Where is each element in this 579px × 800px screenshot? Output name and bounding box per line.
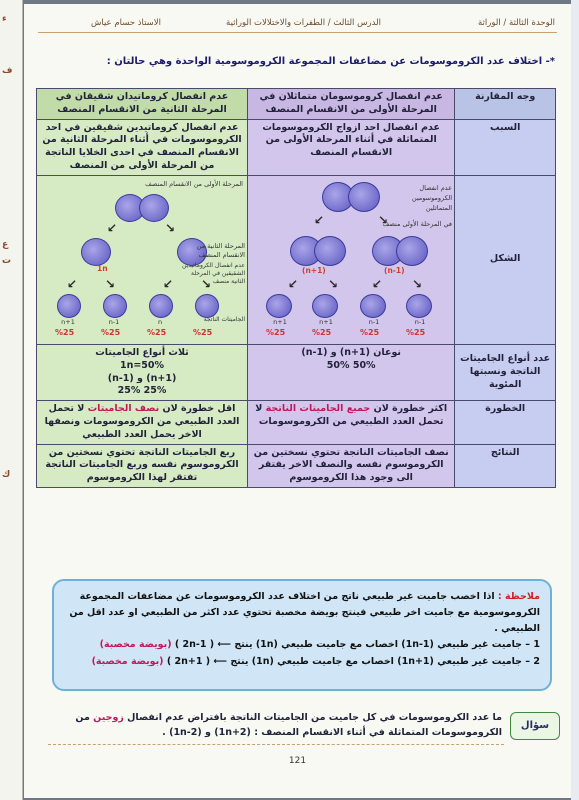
question-block xyxy=(48,706,560,750)
question-text-part: من الكروموسومات المتماثلة في أثناء الانقسام المنصف : xyxy=(75,712,502,739)
diagram-meiosis-2 xyxy=(37,176,247,344)
chromosomes-label: الكروموسومين xyxy=(411,193,453,202)
nondisjunction-label: عدم انفصال الكروماتيدين الشقيقين في المرحلة الثانية منصف xyxy=(182,261,245,286)
note-line-text: 1 – جاميت غير طبيعي (1n-1) اخصاب مع جاميت طبيعي (1n) ينتج ⟵ ( 2n-1 ) xyxy=(174,639,540,651)
arrow-icon: ↙ xyxy=(288,276,299,291)
gamete-percent: %25 xyxy=(406,327,426,337)
gamete-cell xyxy=(406,294,432,318)
book-page xyxy=(24,4,571,798)
adjacent-page-strip xyxy=(0,0,23,800)
danger-meiosis-1 xyxy=(248,401,455,444)
question-label: سؤال xyxy=(510,712,560,740)
gametes-types-text: نوعان (n+1) و (n-1) xyxy=(301,346,401,358)
gamete-label: n xyxy=(157,317,163,326)
gametes-percent-text: 50% 50% xyxy=(326,359,376,371)
parent-cell xyxy=(139,194,169,222)
danger-highlight: نصف الجاميتات xyxy=(87,403,160,415)
gametes-percent-text: 25% 25% xyxy=(117,385,167,397)
note-line xyxy=(64,637,540,653)
n-label: 1n xyxy=(97,263,108,273)
gametes-percent-text: 1n=50% xyxy=(119,359,165,371)
shape-meiosis-1 xyxy=(248,175,455,344)
parent-cell xyxy=(348,182,380,212)
row-label-shape: الشكل xyxy=(455,175,556,344)
diagram-meiosis-1 xyxy=(248,176,454,344)
note-box xyxy=(52,579,552,691)
gamete-cell xyxy=(312,294,338,318)
first-stage-label: في المرحلة الأولى منصف xyxy=(382,219,453,228)
row-label-cause: السبب xyxy=(455,119,556,175)
gamete-cell xyxy=(360,294,386,318)
gamete-percent: %25 xyxy=(147,327,167,337)
gamete-cell xyxy=(195,294,219,318)
table-header-meiosis-1: عدم انفصال كروموسومان متماثلان في المرحلة الأولى من الانقسام المنصف xyxy=(248,89,455,120)
arrow-icon: ↙ xyxy=(67,276,78,291)
gamete-cell xyxy=(266,294,292,318)
row-label-gametes: عدد أنواع الجاميتات الناتجة ونسبتها المئوية xyxy=(455,344,556,400)
table-header-aspect: وجه المقارنة xyxy=(455,89,556,120)
note-line-tag: (بويضة مخصبة) xyxy=(99,639,172,651)
gamete-label: n+1 xyxy=(61,317,75,326)
table-row xyxy=(37,175,556,344)
side-letter: ت xyxy=(2,256,12,266)
page-number: 121 xyxy=(288,756,307,766)
arrow-icon: ↘ xyxy=(201,276,212,291)
gamete-cell xyxy=(103,294,127,318)
gamete-label: n-1 xyxy=(108,317,120,326)
lesson-title: الدرس الثالث / الطفرات والاختلالات الوراثية xyxy=(226,18,381,28)
table-header-meiosis-2: عدم انفصال كروماتيدان شقيقان في المرحلة الثانية من الانقسام المنصف xyxy=(37,89,248,120)
question-highlight: زوجين xyxy=(93,712,124,723)
danger-text: اكثر خطورة لان xyxy=(370,403,448,415)
danger-text: لا تحمل العدد الطبيعي من الكروموسومات xyxy=(255,403,444,427)
arrow-icon: ↙ xyxy=(314,212,325,227)
arrow-icon: ↘ xyxy=(328,276,339,291)
danger-highlight: جميع الجاميتات الناتجة xyxy=(265,403,371,415)
gamete-percent: %25 xyxy=(193,327,213,337)
gamete-percent: %25 xyxy=(101,327,121,337)
n-minus-label: (n-1) xyxy=(384,265,405,275)
cause-meiosis-2: عدم انفصال كروماتيدين شقيقين في احد الكروموسومات في أثناء المرحلة الثانية من الانقسام المنصف في احدى الخلايا الناتجة من المرحلة الأولى من المنصف xyxy=(37,119,248,175)
results-meiosis-1: نصف الجاميتات الناتجة تحتوي نسختين من الكروموسوم نفسه والنصف الاخر يفتقر الى وجود هذا الكروموسوم xyxy=(248,444,455,487)
arrow-icon: ↘ xyxy=(105,276,116,291)
page-header xyxy=(24,14,571,32)
comparison-table xyxy=(36,88,556,488)
daughter-cell xyxy=(396,236,428,266)
arrow-icon: ↘ xyxy=(412,276,423,291)
danger-text: اقل خطورة لان xyxy=(159,403,236,415)
answer-line xyxy=(48,744,504,745)
header-divider xyxy=(38,32,557,33)
row-label-results: النتائج xyxy=(455,444,556,487)
results-meiosis-2: ربع الجاميتات الناتجة تحتوي نسختين من الكروموسوم نفسه وربع الجاميتات الناتجة تفتقر لهذا الكروموسوم xyxy=(37,444,248,487)
arrow-icon: ↙ xyxy=(163,276,174,291)
table-row xyxy=(37,344,556,400)
gamete-percent: %25 xyxy=(266,327,286,337)
table-row xyxy=(37,119,556,175)
shape-meiosis-2 xyxy=(37,175,248,344)
homologous-label: المتماثلين xyxy=(425,203,453,212)
arrow-icon: ↙ xyxy=(372,276,383,291)
gametes-types-text: ثلاث أنواع الجاميتات xyxy=(95,346,189,358)
note-line xyxy=(64,654,540,670)
section-title: *- اختلاف عدد الكروموسومات عن مضاعفات المجموعة الكروموسومية الواحدة وهي حالتان : xyxy=(106,56,555,67)
note-line-text: 2 – جاميت غير طبيعي (1n+1) اخصاب مع جاميت طبيعي (1n) ينتج ⟵ ( 2n+1 ) xyxy=(166,655,540,667)
second-division-label: المرحلة الثانية من الانقسام المنصف xyxy=(196,241,245,259)
page-edge xyxy=(571,0,579,800)
gamete-label: n-1 xyxy=(368,317,380,326)
side-letter: ف xyxy=(2,66,13,76)
question-options: (1n+2) و (1n-2) . xyxy=(162,727,251,739)
arrow-icon: ↘ xyxy=(378,212,389,227)
teacher-name: الاستاذ حسام عياش xyxy=(91,18,161,28)
danger-meiosis-2 xyxy=(37,401,248,444)
gamete-percent: %25 xyxy=(360,327,380,337)
table-row xyxy=(37,401,556,444)
gametes-label: الجاميتات الناتجة xyxy=(203,315,245,323)
cause-meiosis-1: عدم انفصال احد ازواج الكروموسومات المتماثلة في أثناء المرحلة الأولى من الانقسام المنصف xyxy=(248,119,455,175)
gametes-meiosis-1 xyxy=(248,344,455,400)
gamete-label: n-1 xyxy=(414,317,426,326)
n-plus-label: (n+1) xyxy=(302,265,326,275)
gamete-label: n+1 xyxy=(273,317,287,326)
gamete-percent: %25 xyxy=(55,327,75,337)
note-line-tag: (بويضة مخصبة) xyxy=(91,655,164,667)
daughter-cell xyxy=(314,236,346,266)
gametes-types-text: (n+1) و (n-1) xyxy=(107,372,177,384)
danger-text: لا تحمل العدد الطبيعي من الكروموسومات ونصفها الاخر يحمل العدد الطبيعي xyxy=(44,403,240,440)
gamete-cell xyxy=(57,294,81,318)
unit-title: الوحدة الثالثة / الوراثة xyxy=(477,18,555,28)
row-label-danger: الخطورة xyxy=(455,401,556,444)
gametes-meiosis-2 xyxy=(37,344,248,400)
gamete-percent: %25 xyxy=(312,327,332,337)
daughter-cell xyxy=(81,238,111,266)
question-text-part: ما عدد الكروموسومات في كل جاميت من الجاميتات الناتجة بافتراض عدم انفصال xyxy=(123,712,502,723)
gamete-cell xyxy=(149,294,173,318)
arrow-icon: ↙ xyxy=(107,220,118,235)
question-text xyxy=(62,710,502,740)
side-letter: ع xyxy=(2,240,9,250)
first-division-label: المرحلة الأولى من الانقسام المنصف xyxy=(145,179,243,188)
side-letter: ك xyxy=(2,470,11,480)
nondisjunction-label: عدم انفصال xyxy=(419,183,453,192)
note-text: اذا اخصب جاميت غير طبيعي ناتج من اختلاف عدد الكروموسومات عن مضاعفات المجموعة الكروموسومية مع جاميت اخر طبيعي فينتج بويضة مخصبة تحتوي عدد اكثر من الطبيعي او عدد اقل من الطبيعي . xyxy=(69,591,540,635)
side-letter: ء xyxy=(2,14,7,24)
table-row xyxy=(37,444,556,487)
note-title: ملاحظة : xyxy=(497,591,540,602)
arrow-icon: ↘ xyxy=(165,220,176,235)
gamete-label: n+1 xyxy=(319,317,333,326)
